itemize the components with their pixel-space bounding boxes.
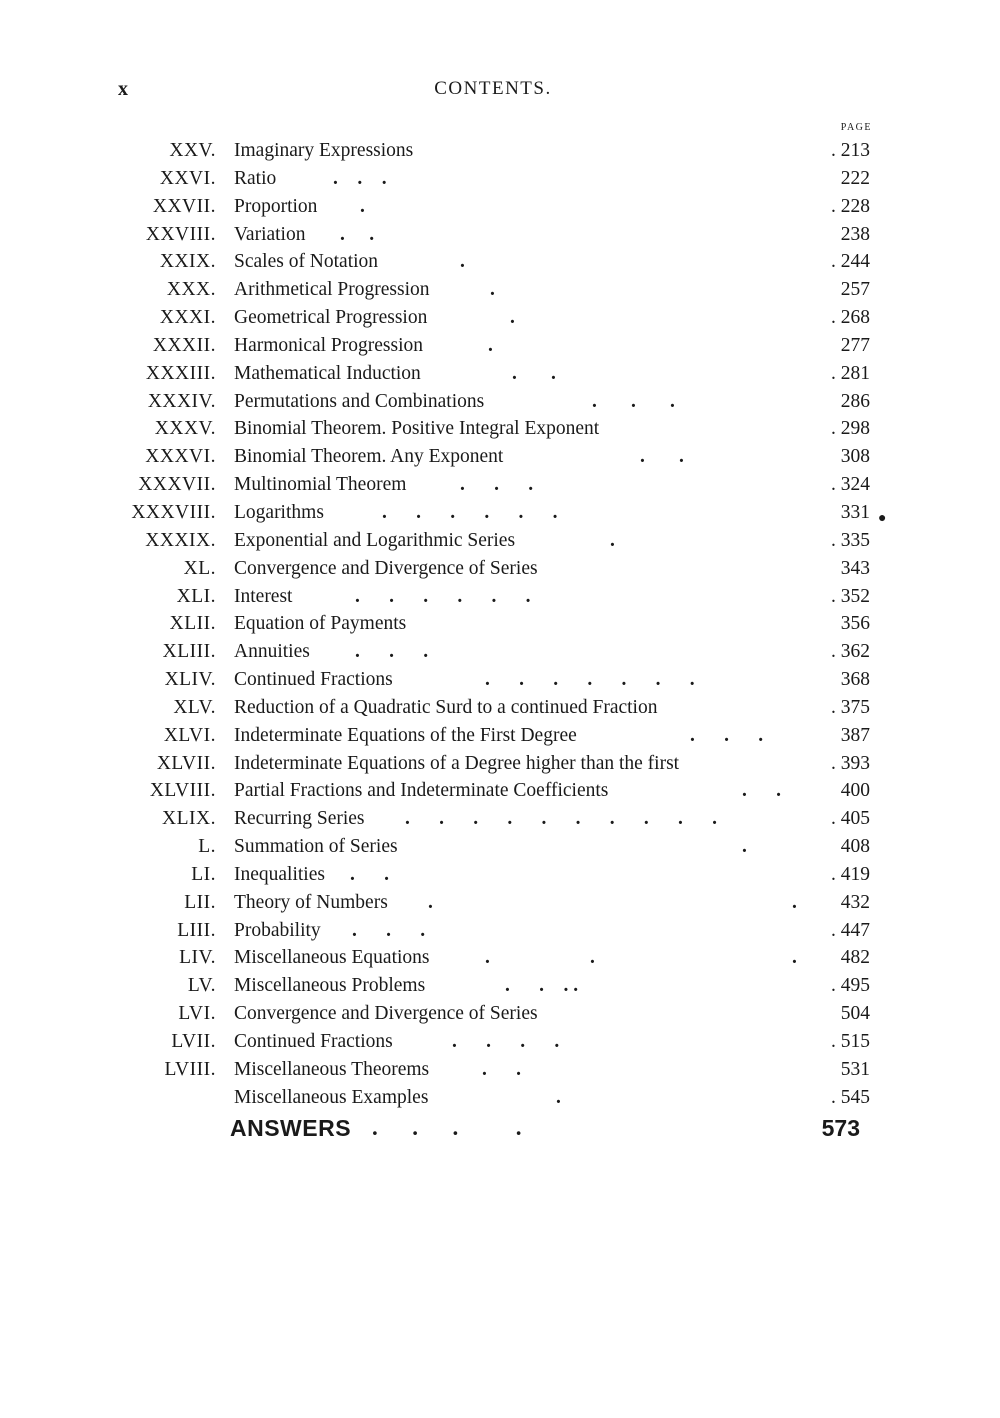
chapter-number: XLVIII. (149, 780, 216, 802)
chapter-number: LV. (187, 975, 216, 997)
toc-entry (0, 694, 1000, 722)
chapter-title: Partial Fractions and Indeterminate Coefficients (234, 780, 609, 802)
chapter-number: LII. (184, 891, 216, 913)
toc-entry (0, 304, 1000, 332)
page-title: CONTENTS. (434, 78, 552, 99)
page-ref: 238 (840, 223, 870, 245)
page-ref: . 393 (831, 752, 870, 774)
toc-entry (0, 1056, 1000, 1084)
leader-dots: . . (512, 362, 556, 384)
leader-dots: . . . . . . . (485, 669, 695, 691)
page-ref: . 447 (831, 919, 870, 941)
chapter-title: Recurring Series (234, 808, 365, 830)
chapter-title: Variation (234, 223, 306, 245)
chapter-number: XXXIX. (145, 529, 216, 551)
chapter-title: Permutations and Combinations (234, 390, 485, 412)
page-ref: 286 (840, 390, 870, 412)
leader-dots: . . . (352, 919, 426, 941)
leader-dots: . . . . . . (355, 585, 531, 607)
leader-dots: . (556, 1086, 561, 1108)
chapter-number: XXVIII. (145, 223, 216, 245)
page-ref: . 213 (831, 140, 870, 161)
leader-dots: . . (340, 223, 375, 245)
chapter-number: XLII. (169, 613, 216, 635)
chapter-title: Annuities (234, 641, 310, 663)
page-ref: . 228 (831, 195, 870, 217)
leader-dots: . (428, 891, 433, 913)
chapter-number: XLV. (173, 696, 216, 718)
page-ref: 531 (840, 1058, 870, 1080)
chapter-number: LI. (191, 863, 216, 885)
page-ref: 257 (840, 279, 870, 301)
toc-entry (0, 165, 1000, 193)
leader-dots: . (792, 947, 797, 969)
leader-dots: . . . (690, 724, 764, 746)
page-ref: 400 (840, 780, 870, 802)
chapter-title: Continued Fractions (234, 669, 393, 691)
chapter-title: Inequalities (234, 863, 325, 885)
toc-entry (0, 137, 1000, 165)
toc-entry (0, 722, 1000, 750)
leader-dots: . . (350, 863, 389, 885)
toc-entry (0, 193, 1000, 221)
toc-entry (0, 610, 1000, 638)
page-ref: . 405 (831, 808, 870, 830)
toc-entry (0, 583, 1000, 611)
page-ref: . 335 (831, 529, 870, 551)
chapter-number: XXXI. (159, 307, 216, 329)
toc-entry (0, 889, 1000, 917)
chapter-number: XLIII. (162, 641, 216, 663)
leader-dots: . . (482, 1058, 521, 1080)
leader-dots: . (610, 529, 615, 551)
chapter-title: Miscellaneous Problems (234, 975, 426, 997)
leader-dots: . . . (355, 641, 429, 663)
contents-list (0, 137, 1000, 1144)
chapter-number: XLVI. (163, 724, 216, 746)
chapter-title: Geometrical Progression (234, 307, 428, 329)
leader-dots: . (460, 251, 465, 273)
chapter-title: Binomial Theorem. Any Exponent (234, 446, 504, 468)
leader-dots: . . . . . . . . . . (405, 808, 717, 830)
page-ref: . 419 (831, 863, 870, 885)
page-ref: 504 (840, 1003, 870, 1025)
page-ref: 387 (840, 724, 870, 746)
chapter-number: XXXIV. (147, 390, 216, 412)
chapter-number: XLIX. (162, 808, 216, 830)
toc-entry (0, 332, 1000, 360)
chapter-title: Probability (234, 919, 321, 941)
chapter-number: XXIX. (159, 251, 216, 273)
leader-dots: . . . (592, 390, 675, 412)
toc-entry (0, 221, 1000, 249)
chapter-title: Interest (234, 585, 293, 607)
chapter-number: XXXVII. (138, 474, 216, 496)
chapter-number: XXVII. (152, 195, 216, 217)
chapter-title: Convergence and Divergence of Series (234, 557, 538, 579)
toc-entry (0, 861, 1000, 889)
chapter-number: XXXVIII. (131, 501, 216, 523)
leader-dots: . . . . (452, 1031, 560, 1052)
toc-entry (0, 805, 1000, 833)
chapter-number: XL. (183, 557, 216, 579)
chapter-number: XXXIII. (145, 362, 216, 384)
page-ref: 368 (840, 669, 870, 691)
toc-entry (0, 833, 1000, 861)
chapter-title: Ratio (234, 167, 277, 189)
page-ref: . 298 (831, 418, 870, 440)
page-ref: . 495 (831, 975, 870, 997)
chapter-title: Miscellaneous Examples (234, 1086, 429, 1108)
leader-dots: . . . . . . (382, 501, 558, 523)
margin-dot-mark: ● (878, 511, 887, 526)
chapter-number: XLVII. (156, 752, 216, 774)
page-ref: 482 (840, 947, 870, 969)
toc-entry (0, 1084, 1000, 1112)
chapter-number: XLI. (176, 585, 216, 607)
toc-entry (0, 388, 1000, 416)
toc-entry (0, 555, 1000, 583)
chapter-number: LVII. (171, 1031, 216, 1052)
leader-dots: . (488, 334, 493, 356)
chapter-title: Continued Fractions (234, 1031, 393, 1052)
toc-entry (0, 750, 1000, 778)
chapter-number: XXV. (169, 140, 216, 161)
toc-entry (0, 638, 1000, 666)
answers-page-ref: 573 (821, 1114, 860, 1141)
toc-entry (0, 499, 1000, 527)
page-ref: . 545 (831, 1086, 870, 1108)
chapter-number: XXXV. (154, 418, 216, 440)
page-ref: . 362 (831, 641, 870, 663)
chapter-title: Proportion (234, 195, 318, 217)
toc-entry (0, 972, 1000, 1000)
toc-entry (0, 666, 1000, 694)
chapter-number: LIII. (177, 919, 216, 941)
leader-dots: . (490, 279, 495, 301)
page-ref: . 244 (831, 251, 870, 273)
page-ref: 222 (840, 167, 870, 189)
chapter-number: XXVI. (159, 167, 216, 189)
page-ref: . 515 (831, 1031, 870, 1052)
chapter-number: XXXII. (152, 334, 216, 356)
page-ref: 343 (840, 557, 870, 579)
toc-entry (0, 944, 1000, 972)
page-ref: 408 (840, 836, 870, 858)
toc-entry (0, 917, 1000, 945)
toc-entry (0, 1000, 1000, 1028)
page-ref: 308 (840, 446, 870, 468)
toc-entry (0, 248, 1000, 276)
page-ref: . 268 (831, 307, 870, 329)
toc-entry (0, 527, 1000, 555)
chapter-title: Binomial Theorem. Positive Integral Exponent (234, 418, 600, 440)
chapter-number: XLIV. (164, 669, 216, 691)
toc-entry (0, 415, 1000, 443)
toc-entry-answers (0, 1112, 1000, 1144)
page-ref: 432 (840, 891, 870, 913)
chapter-title: Mathematical Induction (234, 362, 421, 384)
leader-dots: . . . . (372, 1114, 522, 1140)
page-ref: . 324 (831, 474, 870, 496)
chapter-number: XXXVI. (145, 446, 216, 468)
leader-dots: . (360, 195, 365, 217)
toc-entry (0, 360, 1000, 388)
chapter-title: Arithmetical Progression (234, 279, 430, 301)
chapter-title: Indeterminate Equations of a Degree higher than the first (234, 752, 680, 774)
chapter-title: Equation of Payments (234, 613, 407, 635)
page-number: x (118, 78, 128, 100)
leader-dots: . (742, 836, 747, 858)
chapter-title: Indeterminate Equations of the First Degree (234, 724, 577, 746)
leader-dots: . (485, 947, 490, 969)
toc-entry (0, 443, 1000, 471)
leader-dots: . . . (333, 167, 387, 189)
page-ref: 331 (840, 501, 870, 523)
leader-dots: . . (742, 780, 781, 802)
chapter-title: Reduction of a Quadratic Surd to a continued Fraction (234, 696, 658, 718)
chapter-title: Scales of Notation (234, 251, 379, 273)
chapter-title: Theory of Numbers (234, 891, 388, 913)
page-column-heading: PAGE (840, 122, 872, 133)
toc-entry (0, 276, 1000, 304)
chapter-title: Summation of Series (234, 836, 398, 858)
chapter-number: LIV. (179, 947, 216, 969)
leader-dots: . (792, 891, 797, 913)
toc-entry (0, 471, 1000, 499)
chapter-title: Convergence and Divergence of Series (234, 1003, 538, 1025)
leader-dots: . . . (460, 474, 534, 496)
chapter-number: LVI. (178, 1003, 216, 1025)
chapter-number: L. (198, 836, 216, 858)
page-ref: 356 (840, 613, 870, 635)
chapter-number: LVIII. (164, 1058, 216, 1080)
leader-dots: . (510, 307, 515, 329)
chapter-title: Exponential and Logarithmic Series (234, 529, 516, 551)
chapter-title: Miscellaneous Equations (234, 947, 430, 969)
chapter-title: Harmonical Progression (234, 334, 424, 356)
answers-title: ANSWERS (230, 1114, 352, 1141)
page-ref: . 281 (831, 362, 870, 384)
page-ref: . 375 (831, 696, 870, 718)
chapter-title: Multinomial Theorem (234, 474, 407, 496)
chapter-number: XXX. (166, 279, 216, 301)
leader-dots: . . . . (505, 975, 579, 997)
toc-entry (0, 1028, 1000, 1056)
chapter-title: Miscellaneous Theorems (234, 1058, 430, 1080)
page-ref: . 352 (831, 585, 870, 607)
leader-dots: . (590, 947, 595, 969)
chapter-title: Imaginary Expressions (234, 140, 414, 161)
page-ref: 277 (840, 334, 870, 356)
leader-dots: . . (640, 446, 684, 468)
chapter-title: Logarithms (234, 501, 324, 523)
toc-entry (0, 777, 1000, 805)
